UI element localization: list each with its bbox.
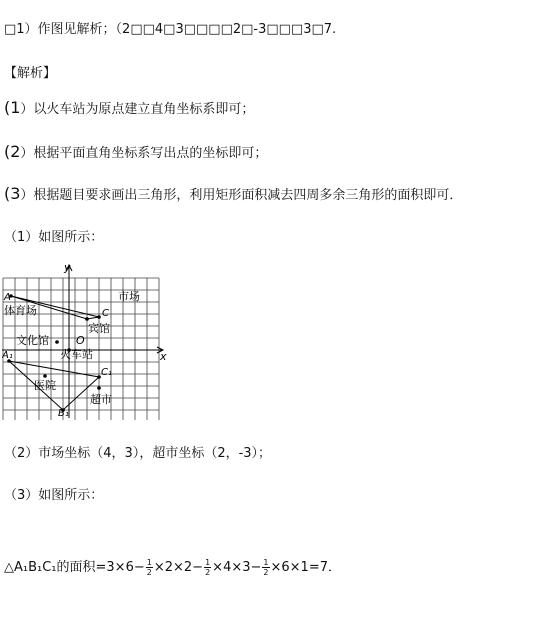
point-c-label: C [102, 308, 109, 319]
fraction-1-numerator: 1 [146, 558, 152, 567]
step-1-number: (1 [4, 98, 21, 117]
fraction-half-3 [262, 558, 269, 577]
y-axis-label: y [64, 262, 71, 274]
point-hotel [85, 317, 89, 321]
part-3-label: （3）如图所示： [4, 488, 104, 503]
area-segment-1: ×2×2− [153, 560, 204, 575]
fraction-half-1 [146, 558, 153, 577]
point-b1-label: B₁ [58, 408, 69, 419]
area-segment-2: ×4×3− [212, 560, 262, 575]
fraction-1-denominator: 2 [146, 568, 152, 577]
hotel-label: 宾馆 [88, 322, 110, 335]
analysis-heading: 【解析】 [4, 66, 57, 81]
market-label: 市场 [118, 290, 140, 303]
fraction-2-numerator: 1 [205, 558, 211, 567]
point-c1-label: C₁ [101, 367, 112, 378]
fraction-half-2 [204, 558, 211, 577]
area-formula [4, 556, 341, 577]
part-2-text: （2）市场坐标（4，3），超市坐标（2，-3）； [4, 446, 272, 461]
step-1-text: ）以火车站为原点建立直角坐标系即可； [20, 102, 255, 117]
supermarket-label: 超市 [90, 393, 112, 406]
step-2-number: (2 [4, 142, 21, 161]
origin-label: O [76, 334, 85, 347]
step-3 [4, 184, 462, 203]
part-1-label: （1）如图所示： [4, 230, 104, 245]
point-a1-label: A₁ [2, 350, 13, 361]
area-segment-3: ×6×1=7． [270, 560, 341, 575]
coordinate-grid-svg [2, 262, 170, 420]
point-supermarket [97, 386, 101, 390]
point-c [97, 315, 101, 319]
fraction-3-denominator: 2 [263, 568, 269, 577]
station-label: 火车站 [60, 348, 93, 361]
area-prefix: △A₁B₁C₁的面积=3×6− [4, 560, 145, 575]
fraction-2-denominator: 2 [205, 568, 211, 577]
point-hospital [43, 374, 47, 378]
step-2-text: ）根据平面直角坐标系写出点的坐标即可； [20, 146, 268, 161]
answer-line: □1）作图见解析；（2□□4□3□□□□2□-3□□□3□7. [4, 22, 337, 37]
fraction-3-numerator: 1 [263, 558, 269, 567]
stadium-label: 体育场 [4, 304, 37, 317]
step-2 [4, 142, 267, 161]
coordinate-figure [2, 262, 170, 420]
step-1 [4, 98, 254, 117]
x-axis-label: x [160, 350, 167, 363]
step-3-number: (3 [4, 184, 21, 203]
hospital-label: 医院 [34, 379, 56, 392]
culture-label: 文化馆 [16, 334, 49, 347]
point-a-label: A [4, 292, 11, 303]
point-culture [55, 340, 59, 344]
step-3-text: ）根据题目要求画出三角形，利用矩形面积减去四周多余三角形的面积即可． [20, 188, 463, 203]
